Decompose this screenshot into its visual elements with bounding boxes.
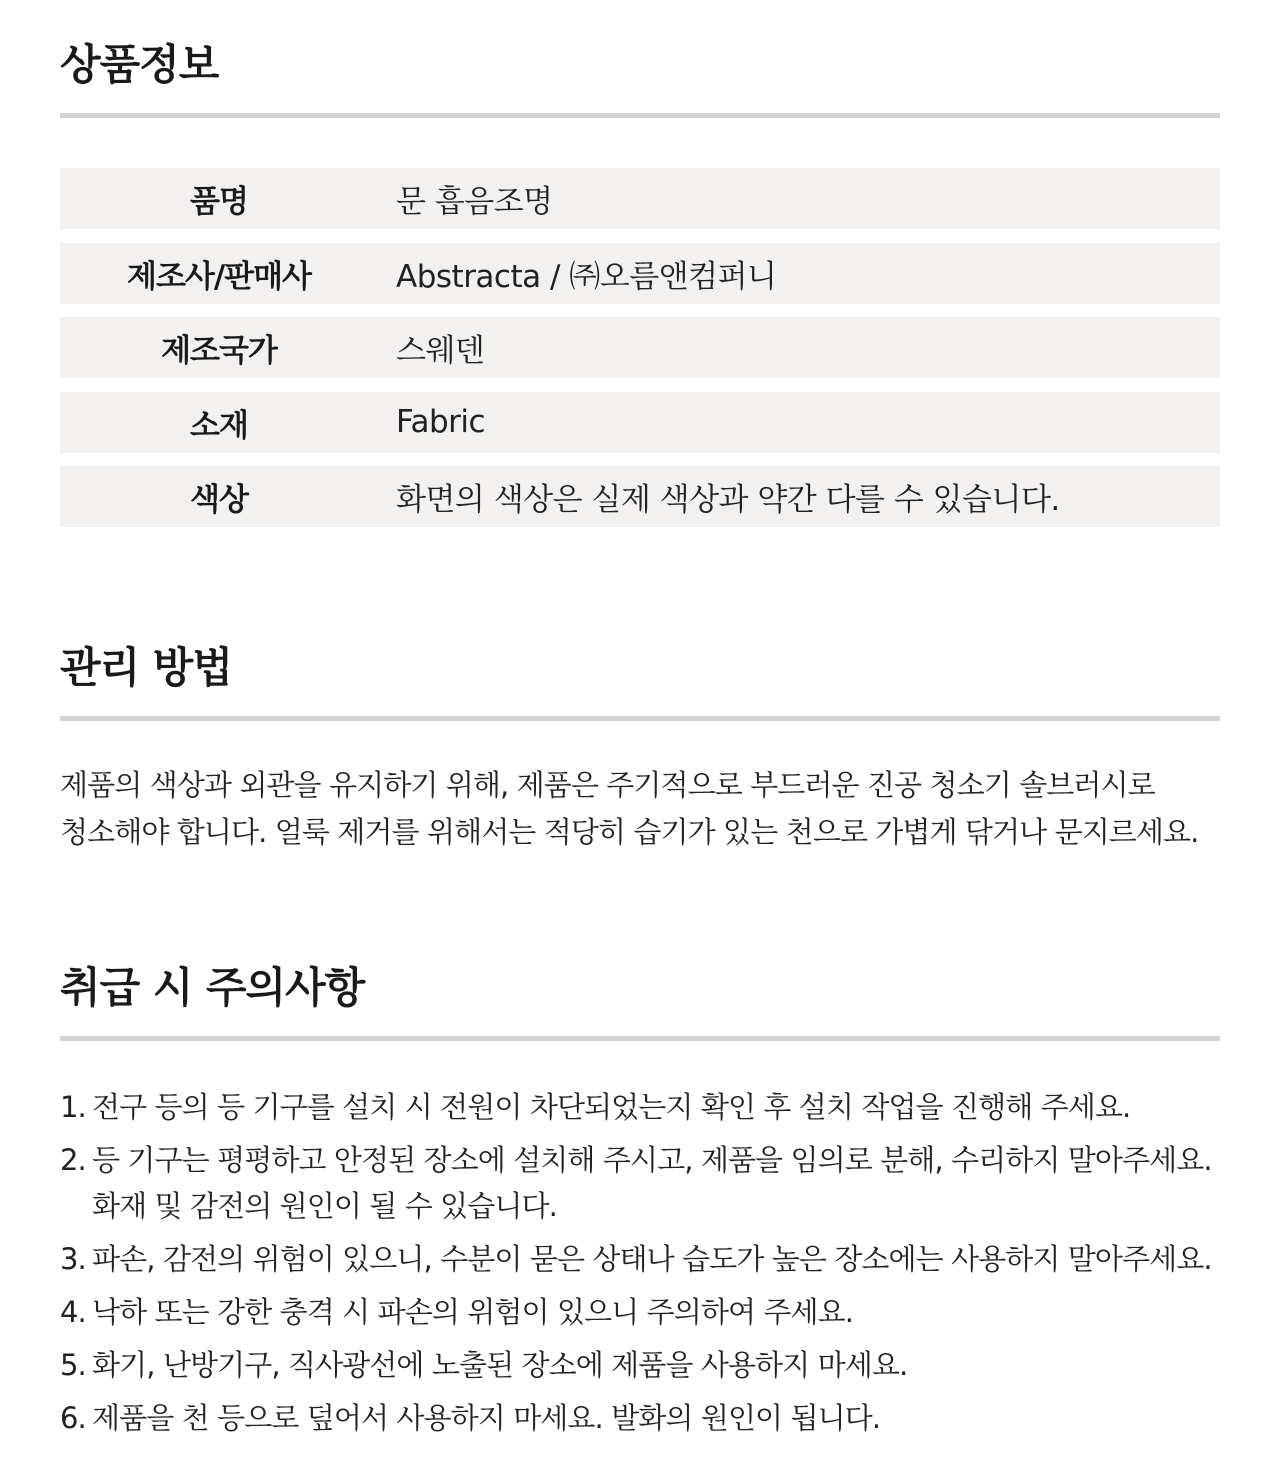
info-label: 소재 — [190, 407, 248, 444]
caution-number: 1. — [60, 1090, 86, 1124]
caution-number: 3. — [60, 1242, 86, 1276]
info-row-product-name — [60, 168, 1220, 229]
caution-item — [60, 1137, 1260, 1229]
info-row-material — [60, 392, 1220, 453]
info-value: 화면의 색상은 실제 색상과 약간 다를 수 있습니다. — [396, 482, 1060, 518]
info-row-color — [60, 466, 1220, 527]
caution-subtext: 화재 및 감전의 원인이 될 수 있습니다. — [92, 1189, 557, 1223]
caution-number: 2. — [60, 1143, 86, 1177]
caution-text: 제품을 천 등으로 덮어서 사용하지 마세요. 발화의 원인이 됩니다. — [92, 1401, 881, 1435]
section-divider — [60, 716, 1220, 721]
info-label: 색상 — [190, 482, 248, 518]
info-value: Fabric — [396, 404, 486, 440]
care-title: 관리 방법 — [60, 643, 232, 692]
section-divider — [60, 1036, 1220, 1041]
info-label: 제조사/판매사 — [127, 258, 311, 295]
care-line: 제품의 색상과 외관을 유지하기 위해, 제품은 주기적으로 부드러운 진공 청소기 솔브러시로 — [60, 768, 1155, 802]
caution-item — [60, 1395, 1260, 1441]
info-value: 문 흡음조명 — [396, 184, 553, 220]
info-row-country — [60, 317, 1220, 378]
caution-number: 6. — [60, 1401, 86, 1435]
product-info-table — [60, 168, 1220, 541]
info-label: 제조국가 — [161, 333, 277, 369]
caution-number: 4. — [60, 1295, 86, 1329]
care-line: 청소해야 합니다. 얼룩 제거를 위해서는 적당히 습기가 있는 천으로 가볍게 닦거나 문지르세요. — [60, 815, 1199, 849]
info-value: Abstracta / ㈜오름앤컴퍼니 — [396, 258, 777, 295]
caution-number: 5. — [60, 1348, 86, 1382]
info-value: 스웨덴 — [396, 333, 485, 369]
section-divider — [60, 113, 1220, 118]
caution-title: 취급 시 주의사항 — [60, 963, 365, 1012]
caution-item — [60, 1084, 1260, 1130]
caution-text: 전구 등의 등 기구를 설치 시 전원이 차단되었는지 확인 후 설치 작업을 진행해 주세요. — [92, 1090, 1131, 1124]
info-row-manufacturer — [60, 243, 1220, 304]
caution-list — [60, 1084, 1260, 1448]
caution-text: 등 기구는 평평하고 안정된 장소에 설치해 주시고, 제품을 임의로 분해, 수리하지 말아주세요. — [92, 1143, 1212, 1177]
caution-item — [60, 1289, 1260, 1335]
caution-text: 파손, 감전의 위험이 있으니, 수분이 묻은 상태나 습도가 높은 장소에는 사용하지 말아주세요. — [92, 1242, 1212, 1276]
care-description — [60, 762, 1260, 856]
caution-text: 화기, 난방기구, 직사광선에 노출된 장소에 제품을 사용하지 마세요. — [92, 1348, 908, 1382]
product-info-title: 상품정보 — [60, 40, 219, 89]
caution-item — [60, 1342, 1260, 1388]
caution-text: 낙하 또는 강한 충격 시 파손의 위험이 있으니 주의하여 주세요. — [92, 1295, 854, 1329]
caution-item — [60, 1236, 1260, 1282]
info-label: 품명 — [190, 184, 248, 220]
